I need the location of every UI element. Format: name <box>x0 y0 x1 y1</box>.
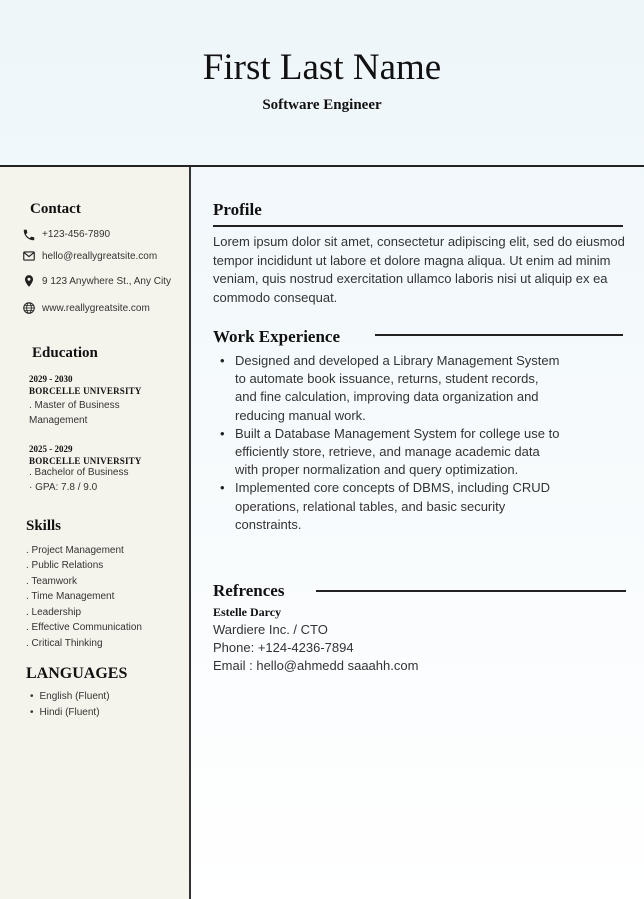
list-item: • Designed and developed a Library Management System to automate book issuance, returns, student records, and fine calculation, improving data organization and reducing manual work. <box>218 352 563 425</box>
education-school-1: BORCELLE UNIVERSITY <box>29 386 142 396</box>
globe-icon <box>22 301 36 315</box>
skill-item: . Project Management <box>26 545 124 556</box>
work-experience-divider <box>375 334 623 336</box>
profile-text: Lorem ipsum dolor sit amet, consectetur adipiscing elit, sed do eiusmod tempor incididunt ut labore et dolore magna aliqua. Ut enim ad minim veniam, quis nostrud exercitation ullamco laboris nisi ut aliquip ex ea commodo consequat. <box>213 234 625 305</box>
languages-heading: LANGUAGES <box>26 665 128 682</box>
skill-item: . Leadership <box>26 607 82 618</box>
contact-address: 9 123 Anywhere St., Any City <box>42 276 171 287</box>
reference-company: Wardiere Inc. / CTO <box>213 622 328 637</box>
contact-website[interactable]: www.reallygreatsite.com <box>42 303 150 314</box>
contact-phone: +123-456-7890 <box>42 229 111 240</box>
skill-item: . Critical Thinking <box>26 638 103 649</box>
education-gpa-2: · GPA: 7.8 / 9.0 <box>29 482 98 493</box>
work-experience-list <box>218 352 563 534</box>
language-item: • English (Fluent) <box>30 691 110 702</box>
language-item: • Hindi (Fluent) <box>30 707 100 718</box>
references-divider <box>316 590 626 592</box>
reference-email[interactable]: Email : hello@ahmedd saaahh.com <box>213 658 419 673</box>
resume-header <box>0 0 644 166</box>
profile-heading: Profile <box>213 200 262 219</box>
job-title: Software Engineer <box>262 97 382 113</box>
location-pin-icon <box>22 274 36 288</box>
education-school-2: BORCELLE UNIVERSITY <box>29 456 142 466</box>
skills-heading: Skills <box>26 518 62 534</box>
reference-phone: Phone: +124-4236-7894 <box>213 640 354 655</box>
work-experience-heading: Work Experience <box>213 327 341 346</box>
contact-email[interactable]: hello@reallygreatsite.com <box>42 251 158 262</box>
full-name: First Last Name <box>202 47 442 88</box>
skill-item: . Public Relations <box>26 560 104 571</box>
skill-item: . Effective Communication <box>26 622 142 633</box>
list-item: • Built a Database Management System for college use to efficiently store, retrieve, and manage academic data with proper normalization and query optimization. <box>218 425 563 480</box>
mail-icon <box>22 249 36 263</box>
education-years-1: 2029 - 2030 <box>29 374 73 384</box>
skill-item: . Time Management <box>26 591 115 602</box>
phone-icon <box>22 228 36 242</box>
list-item: • Implemented core concepts of DBMS, including CRUD operations, relational tables, and basic security constraints. <box>218 479 563 534</box>
education-years-2: 2025 - 2029 <box>29 444 73 454</box>
profile-divider <box>213 225 623 227</box>
reference-name: Estelle Darcy <box>213 605 282 619</box>
references-heading: Refrences <box>213 581 285 600</box>
column-divider <box>189 167 191 899</box>
education-degree-2: . Bachelor of Business <box>29 467 129 478</box>
contact-heading: Contact <box>30 201 81 217</box>
skill-item: . Teamwork <box>26 576 77 587</box>
education-heading: Education <box>32 345 98 361</box>
education-degree-1: . Master of Business Management <box>29 400 120 426</box>
